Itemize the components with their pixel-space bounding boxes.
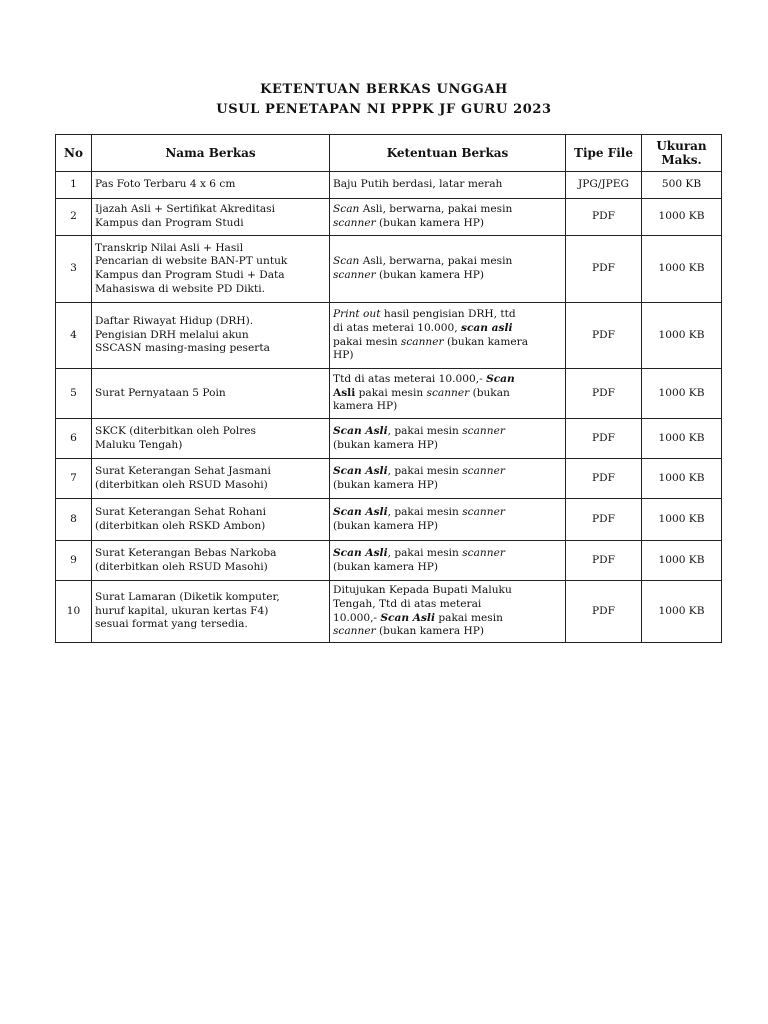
ketentuan-text: (bukan kamera HP) [375,217,484,229]
table-row [56,199,722,236]
nama-line: Mahasiswa di website PD Dikti. [95,282,265,295]
nama-line: Ijazah Asli + Sertifikat Akreditasi [95,203,275,216]
cell-nama-berkas [92,459,330,499]
cell-nama-berkas [92,303,330,369]
cell-ketentuan-berkas [330,236,566,303]
cell-nama-berkas [92,581,330,643]
document-title [0,80,768,120]
ketentuan-text: Asli [333,386,356,399]
table-row [56,499,722,541]
cell-nama-berkas [92,541,330,581]
ketentuan-line [333,322,562,336]
ketentuan-text: hasil pengisian DRH, ttd [380,308,516,321]
ketentuan-text: Scan Asli [333,424,388,437]
ketentuan-text: Print out [333,308,381,321]
header-nama-berkas: Nama Berkas [92,135,330,172]
ketentuan-text: , pakai mesin [387,546,463,559]
cell-tipe-file: JPG/JPEG [566,172,642,199]
ketentuan-text: (bukan kamera HP) [333,560,438,573]
ketentuan-text: Tengah, Ttd di atas meterai [333,597,482,610]
nama-line: Kampus dan Program Studi [95,217,244,229]
nama-line: Surat Keterangan Bebas Narkoba [95,546,277,559]
ketentuan-text: scanner [462,464,505,477]
ketentuan-text: HP) [333,349,354,362]
ketentuan-text: Baju Putih berdasi, latar merah [333,178,503,191]
cell-ukuran-maks: 1000 KB [642,369,722,419]
ketentuan-line [333,387,562,401]
nama-line: Transkrip Nilai Asli + Hasil [95,241,244,254]
cell-tipe-file: PDF [566,459,642,499]
table-row [56,419,722,459]
cell-tipe-file: PDF [566,499,642,541]
header-ukuran-line-1: Ukuran [656,139,707,153]
ketentuan-text: Scan Asli [333,505,388,518]
ketentuan-text: scanner [426,386,470,399]
cell-ketentuan-berkas [330,172,566,199]
ketentuan-text: (bukan [469,386,510,399]
cell-no: 9 [56,541,92,581]
header-ukuran-maks [642,135,722,172]
cell-ketentuan-berkas [330,303,566,369]
nama-line: huruf kapital, ukuran kertas F4) [95,604,269,617]
cell-no: 10 [56,581,92,643]
ketentuan-line [333,612,562,626]
ketentuan-line [333,269,562,283]
ketentuan-text: scanner [462,546,505,559]
ketentuan-line [333,561,562,575]
ketentuan-line [333,400,562,414]
header-ketentuan-berkas: Ketentuan Berkas [330,135,566,172]
cell-ukuran-maks: 1000 KB [642,419,722,459]
ketentuan-text: di atas meterai 10.000, [333,321,462,334]
ketentuan-text: (bukan kamera HP) [333,519,438,532]
nama-line: SKCK (diterbitkan oleh Polres [95,424,256,437]
ketentuan-text: (bukan kamera [443,335,529,348]
cell-tipe-file: PDF [566,303,642,369]
ketentuan-line [333,547,562,561]
ketentuan-line [333,584,562,598]
header-no: No [56,135,92,172]
cell-tipe-file: PDF [566,199,642,236]
table-row [56,459,722,499]
ketentuan-text: kamera HP) [333,400,398,413]
cell-no: 4 [56,303,92,369]
nama-line: (diterbitkan oleh RSUD Masohi) [95,478,268,491]
ketentuan-text: (bukan kamera HP) [375,269,484,281]
ketentuan-text: 10.000,- [333,611,381,624]
ketentuan-line [333,255,562,269]
title-line-2: USUL PENETAPAN NI PPPK JF GURU 2023 [216,102,552,117]
cell-no: 5 [56,369,92,419]
cell-ketentuan-berkas [330,541,566,581]
title-line-1: KETENTUAN BERKAS UNGGAH [260,82,508,97]
ketentuan-text: (bukan kamera HP) [333,478,438,491]
ketentuan-text: , pakai mesin [387,464,463,477]
cell-no: 2 [56,199,92,236]
cell-tipe-file: PDF [566,419,642,459]
table-header-row [56,135,722,172]
ketentuan-line [333,217,562,231]
ketentuan-line [333,373,562,387]
cell-ukuran-maks: 1000 KB [642,499,722,541]
nama-line: Surat Pernyataan 5 Poin [95,386,226,399]
ketentuan-text: scanner [333,269,376,281]
ketentuan-text: Ditujukan Kepada Bupati Maluku [333,584,512,597]
ketentuan-line [333,349,562,363]
cell-ketentuan-berkas [330,199,566,236]
ketentuan-text: Scan Asli [333,464,388,477]
ketentuan-text: Asli, berwarna, pakai mesin [359,203,513,216]
cell-tipe-file: PDF [566,369,642,419]
nama-line: SSCASN masing-masing peserta [95,342,270,355]
cell-nama-berkas [92,199,330,236]
cell-no: 7 [56,459,92,499]
nama-line: Pas Foto Terbaru 4 x 6 cm [95,178,236,191]
cell-ketentuan-berkas [330,419,566,459]
cell-ukuran-maks: 500 KB [642,172,722,199]
cell-nama-berkas [92,499,330,541]
ketentuan-text: scanner [333,217,376,229]
cell-tipe-file: PDF [566,541,642,581]
ketentuan-line [333,439,562,453]
ketentuan-line [333,178,562,192]
ketentuan-line [333,625,562,639]
cell-ketentuan-berkas [330,499,566,541]
cell-ukuran-maks: 1000 KB [642,541,722,581]
ketentuan-text: Ttd di atas meterai 10.000,- [333,373,487,386]
nama-line: Surat Keterangan Sehat Rohani [95,505,266,518]
cell-no: 1 [56,172,92,199]
cell-no: 3 [56,236,92,303]
cell-ketentuan-berkas [330,459,566,499]
cell-no: 8 [56,499,92,541]
table-body [56,172,722,643]
table-row [56,236,722,303]
table-row [56,541,722,581]
ketentuan-line [333,506,562,520]
nama-line: sesuai format yang tersedia. [95,618,248,631]
nama-line: Maluku Tengah) [95,438,183,451]
cell-nama-berkas [92,369,330,419]
cell-nama-berkas [92,419,330,459]
header-tipe-file: Tipe File [566,135,642,172]
ketentuan-text: pakai mesin [355,386,427,399]
ketentuan-line [333,203,562,217]
ketentuan-line [333,520,562,534]
nama-line: Daftar Riwayat Hidup (DRH). [95,315,254,328]
table-row [56,172,722,199]
table-row [56,581,722,643]
cell-tipe-file: PDF [566,236,642,303]
cell-ketentuan-berkas [330,369,566,419]
ketentuan-text: , pakai mesin [387,424,463,437]
nama-line: Surat Keterangan Sehat Jasmani [95,464,271,477]
ketentuan-text: scanner [333,625,376,638]
ketentuan-text: (bukan kamera HP) [375,625,484,638]
ketentuan-line [333,465,562,479]
table-row [56,303,722,369]
nama-line: Surat Lamaran (Diketik komputer, [95,591,280,604]
ketentuan-text: pakai mesin [333,335,401,348]
cell-no: 6 [56,419,92,459]
nama-line: Pengisian DRH melalui akun [95,328,249,341]
ketentuan-text: scanner [462,424,505,437]
ketentuan-text: Scan Asli [380,611,435,624]
cell-tipe-file: PDF [566,581,642,643]
table-row [56,369,722,419]
ketentuan-line [333,598,562,612]
nama-line: Kampus dan Program Studi + Data [95,269,285,281]
nama-line: Pencarian di website BAN-PT untuk [95,255,288,268]
cell-nama-berkas [92,172,330,199]
cell-ketentuan-berkas [330,581,566,643]
ketentuan-text: scanner [400,335,444,348]
cell-nama-berkas [92,236,330,303]
cell-ukuran-maks: 1000 KB [642,581,722,643]
ketentuan-text: scanner [462,505,505,518]
header-ukuran-line-2: Maks. [661,153,702,167]
ketentuan-text: Asli, berwarna, pakai mesin [359,255,513,268]
cell-ukuran-maks: 1000 KB [642,236,722,303]
ketentuan-line [333,479,562,493]
ketentuan-text: Scan [486,373,515,386]
ketentuan-text: , pakai mesin [387,505,463,518]
ketentuan-line [333,336,562,350]
ketentuan-text: Scan [333,255,360,268]
nama-line: (diterbitkan oleh RSKD Ambon) [95,519,266,532]
ketentuan-line [333,425,562,439]
ketentuan-text: scan asli [461,321,513,334]
cell-ukuran-maks: 1000 KB [642,199,722,236]
cell-ukuran-maks: 1000 KB [642,303,722,369]
ketentuan-text: (bukan kamera HP) [333,438,438,451]
ketentuan-text: Scan [333,203,360,216]
berkas-table [55,134,722,643]
nama-line: (diterbitkan oleh RSUD Masohi) [95,560,268,573]
ketentuan-text: pakai mesin [434,611,503,624]
ketentuan-line [333,308,562,322]
ketentuan-text: Scan Asli [333,546,388,559]
cell-ukuran-maks: 1000 KB [642,459,722,499]
